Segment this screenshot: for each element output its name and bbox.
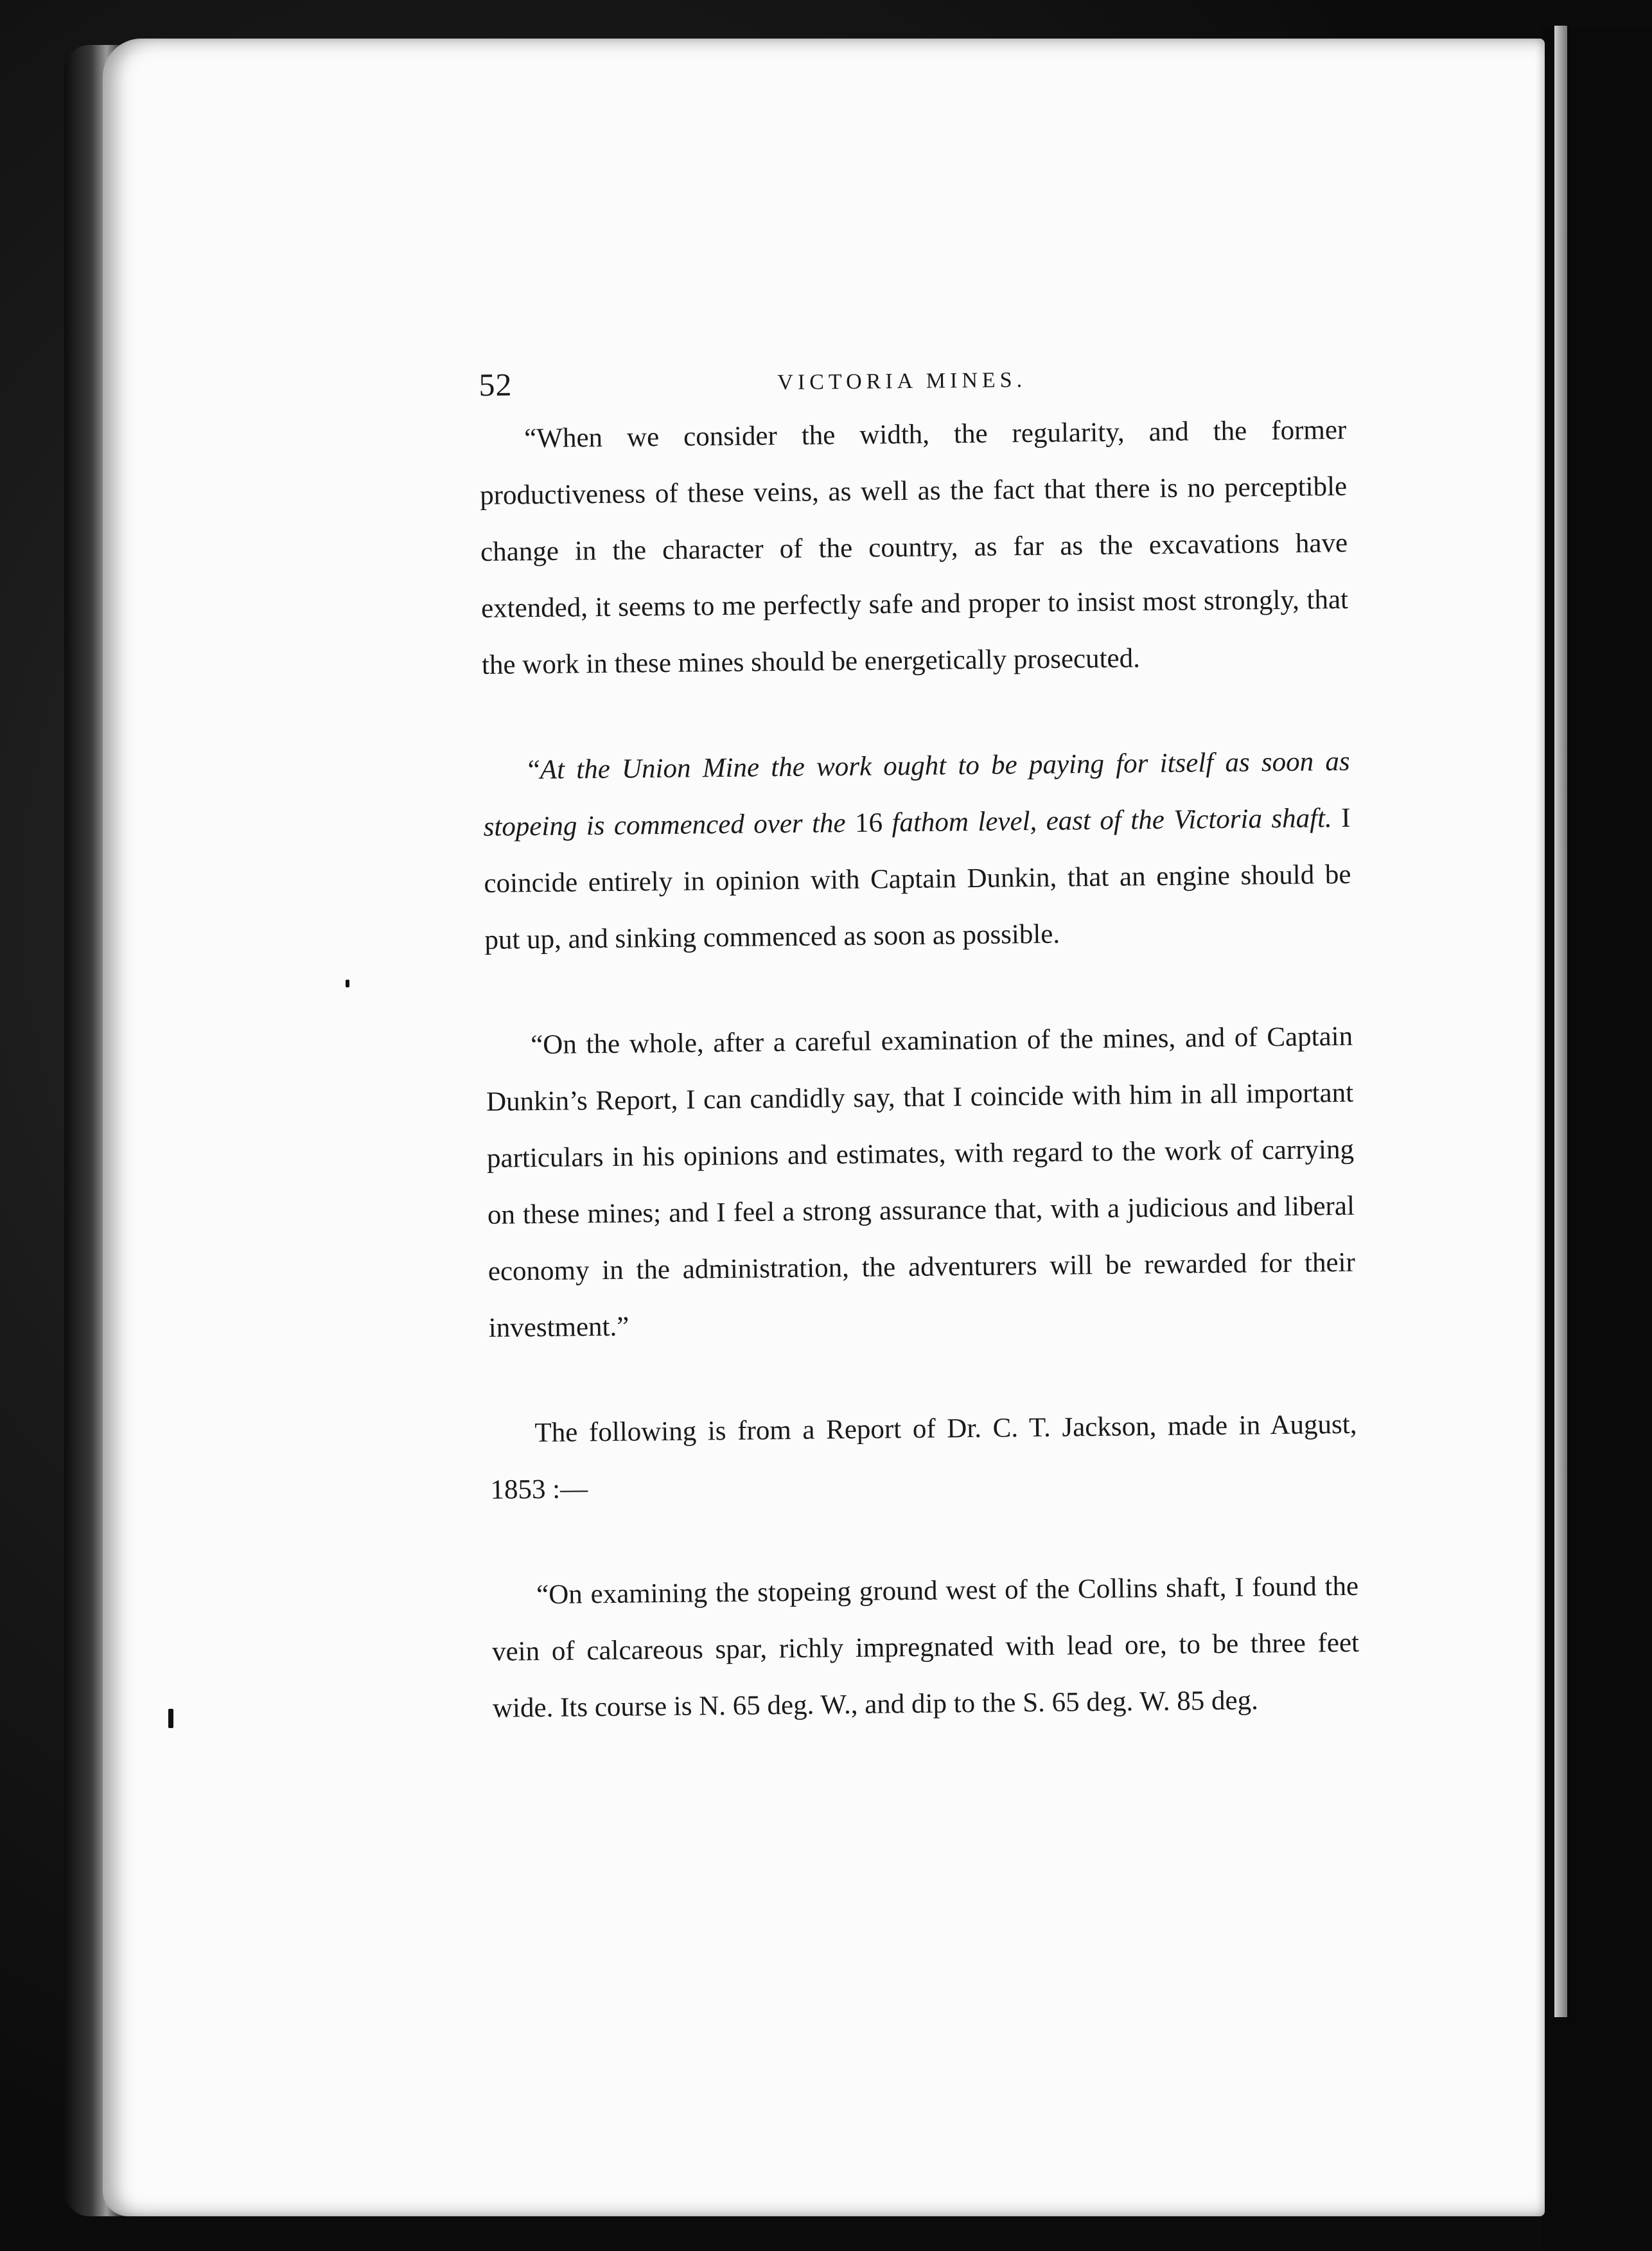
page-fold-strip xyxy=(1554,26,1567,2017)
paragraph-2-rest: I coincide entirely in opinion with Captain Dunkin, that an engine should be put up, and sinking commenced as soon as possible. xyxy=(484,802,1351,955)
paragraph-2-open-quote: “ xyxy=(527,755,541,786)
paragraph-2-italic: At the Union Mine the work ought to be paying for itself as soon as stopeing is commenced over the xyxy=(483,746,1350,842)
speck xyxy=(346,980,349,987)
paragraph-3: “On the whole, after a careful examination of the mines, and of Captain Dunkin’s Report, I can candidly say, that I coincide with him in all important particulars in his opinions and estimates, with regard to the work of carrying on these mines; and I feel a strong assurance that, with a judicious and liberal economy in the administration, the adventurers will be rewarded for their investment.” xyxy=(486,1021,1356,1343)
paragraph-4: The following is from a Report of Dr. C. T. Jackson, made in August, 1853 :— xyxy=(490,1409,1357,1505)
running-head: VICTORIA MINES. xyxy=(777,368,1027,395)
paragraph-2-number: 16 xyxy=(854,808,883,838)
paragraph-5: “On examining the stopeing ground west of the Collins shaft, I found the vein of calcareous spar, richly impregnated with lead ore, to be three feet wide. Its course is N. 65 deg. W., and dip to the S. 65 deg. W. 85 deg. xyxy=(491,1571,1360,1724)
page-text-block xyxy=(479,351,1360,1737)
page-header xyxy=(479,351,1346,411)
paragraph-1: “When we consider the width, the regularity, and the former productiveness of these veins, as well as the fact that there is no perceptible change in the character of the country, as far as the excavations have extended, it seems to me perfectly safe and proper to insist most strongly, that the work in these mines should be energetically prosecuted. xyxy=(479,414,1349,680)
paragraph-2 xyxy=(482,734,1352,969)
speck xyxy=(168,1709,173,1728)
paragraph-2-italic-2: fathom level, east of the Victoria shaft. xyxy=(882,803,1333,838)
page-number: 52 xyxy=(479,366,513,403)
